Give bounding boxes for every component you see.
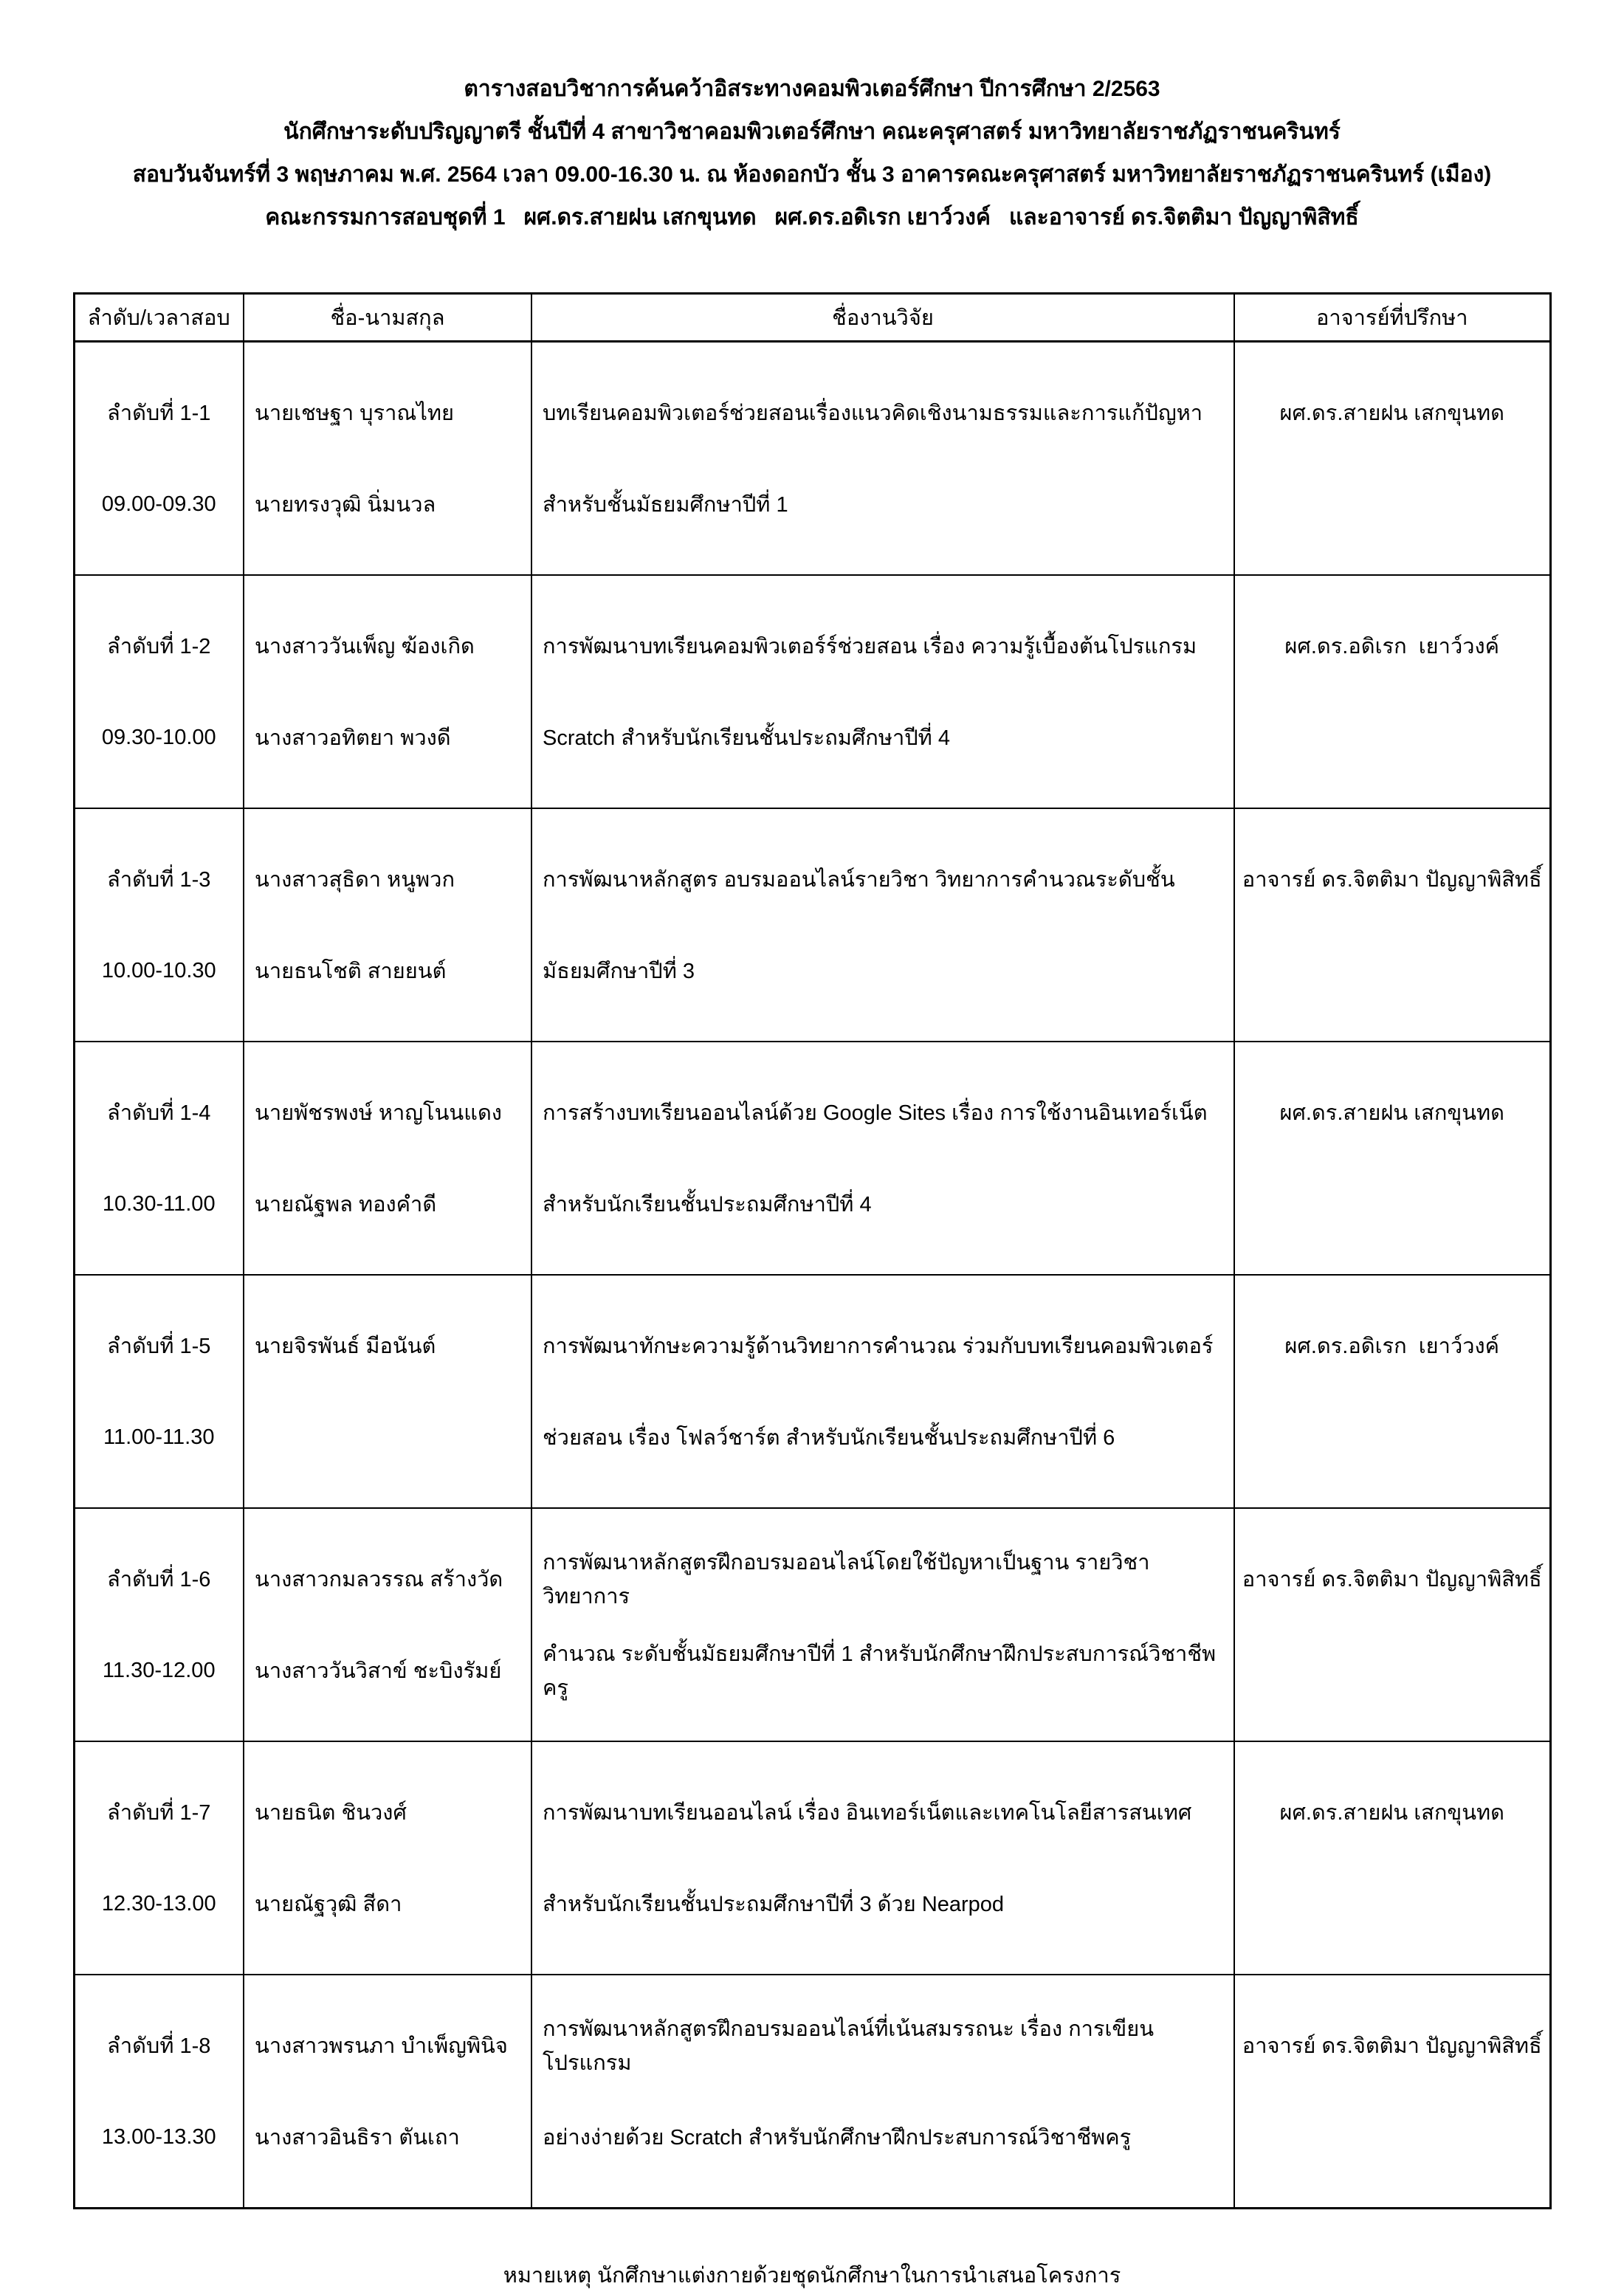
document-subtitle-datetime: สอบวันจันทร์ที่ 3 พฤษภาคม พ.ศ. 2564 เวลา 09.00-16.30 น. ณ ห้องดอกบัว ชั้น 3 อาคารคณะครุศาสตร์ มหาวิทยาลัยราชภัฏราชนครินทร์ (เมือง) xyxy=(132,162,1492,187)
research-title-cell xyxy=(531,1042,1234,1275)
student-name-1: นายธนิต ชินวงศ์ xyxy=(255,1801,407,1825)
student-name-1: นางสาวกมลวรรณ สร้างวัด xyxy=(255,1568,503,1591)
research-title-line-2: สำหรับนักเรียนชั้นประถมศึกษาปีที่ 4 xyxy=(543,1193,872,1216)
order-time-cell xyxy=(74,1975,244,2209)
research-title-line-2: อย่างง่ายด้วย Scratch สำหรับนักศึกษาฝึกประสบการณ์วิชาชีพครู xyxy=(543,2126,1132,2150)
document-title-block xyxy=(0,68,1624,239)
research-title-line-1: การพัฒนาหลักสูตรฝึกอบรมออนไลน์ที่เน้นสมรรถนะ เรื่อง การเขียนโปรแกรม xyxy=(543,2017,1155,2075)
student-name-2 xyxy=(244,1416,531,1459)
research-title-line-2: ช่วยสอน เรื่อง โฟลว์ชาร์ต สำหรับนักเรียนชั้นประถมศึกษาปีที่ 6 xyxy=(543,1426,1115,1450)
student-names-cell xyxy=(244,1275,531,1508)
student-names-cell xyxy=(244,575,531,808)
student-names-cell xyxy=(244,808,531,1042)
research-title-cell xyxy=(531,1975,1234,2209)
research-title-line-2: สำหรับชั้นมัธยมศึกษาปีที่ 1 xyxy=(543,493,788,517)
research-title-line-1: การพัฒนาบทเรียนออนไลน์ เรื่อง อินเทอร์เน็ตและเทคโนโลยีสารสนเทศ xyxy=(543,1801,1192,1825)
research-title-line-2: มัธยมศึกษาปีที่ 3 xyxy=(543,960,695,983)
student-name-2: นายณัฐวุฒิ สีดา xyxy=(255,1893,402,1916)
order-time-cell xyxy=(74,342,244,576)
student-name-2: นายธนโชติ สายยนต์ xyxy=(255,960,447,983)
student-name-2: นายทรงวุฒิ นิ่มนวล xyxy=(255,493,436,517)
order-label: ลำดับที่ 1-3 xyxy=(107,868,211,892)
advisor-name: ผศ.ดร.อดิเรก เยาว์วงค์ xyxy=(1284,1335,1500,1358)
document-title: ตารางสอบวิชาการค้นคว้าอิสระทางคอมพิวเตอร์ศึกษา ปีการศึกษา 2/2563 xyxy=(464,77,1160,101)
student-name-2: นางสาวอทิตยา พวงดี xyxy=(255,726,451,750)
header-row xyxy=(74,294,1550,342)
time-label: 11.30-12.00 xyxy=(102,1658,216,1682)
advisor-cell xyxy=(1234,1508,1550,1741)
column-header-research-title: ชื่องานวิจัย xyxy=(531,294,1234,342)
student-names-cell xyxy=(244,1741,531,1975)
time-label: 10.00-10.30 xyxy=(101,958,216,982)
research-title-cell xyxy=(531,1741,1234,1975)
order-label: ลำดับที่ 1-5 xyxy=(107,1335,211,1358)
exam-table-body xyxy=(74,342,1550,2209)
order-label: ลำดับที่ 1-8 xyxy=(107,2034,211,2058)
table-row xyxy=(74,1508,1550,1741)
research-title-cell xyxy=(531,1275,1234,1508)
order-label: ลำดับที่ 1-7 xyxy=(107,1801,211,1825)
research-title-cell xyxy=(531,575,1234,808)
advisor-cell xyxy=(1234,1275,1550,1508)
research-title-line-2: Scratch สำหรับนักเรียนชั้นประถมศึกษาปีที่ 4 xyxy=(543,726,950,750)
order-label: ลำดับที่ 1-1 xyxy=(107,402,211,425)
student-name-1: นางสาวสุธิดา หนูพวก xyxy=(255,868,455,892)
advisor-cell xyxy=(1234,1741,1550,1975)
time-label: 09.30-10.00 xyxy=(101,725,216,749)
order-time-cell xyxy=(74,1275,244,1508)
student-name-1: นายพัชรพงษ์ หาญโนนแดง xyxy=(255,1101,502,1125)
time-label: 10.30-11.00 xyxy=(102,1191,216,1216)
order-time-cell xyxy=(74,1741,244,1975)
advisor-name: ผศ.ดร.สายฝน เสกขุนทด xyxy=(1279,1101,1505,1125)
research-title-cell xyxy=(531,808,1234,1042)
advisor-cell xyxy=(1234,575,1550,808)
advisor-cell xyxy=(1234,1975,1550,2209)
student-names-cell xyxy=(244,342,531,576)
student-names-cell xyxy=(244,1042,531,1275)
time-label: 13.00-13.30 xyxy=(101,2124,216,2149)
research-title-line-2: คำนวณ ระดับชั้นมัธยมศึกษาปีที่ 1 สำหรับนักศึกษาฝึกประสบการณ์วิชาชีพครู xyxy=(543,1642,1217,1700)
advisor-name: อาจารย์ ดร.จิตติมา ปัญญาพิสิทธิ์ xyxy=(1242,1568,1542,1591)
table-row xyxy=(74,1975,1550,2209)
advisor-cell xyxy=(1234,1042,1550,1275)
order-label: ลำดับที่ 1-4 xyxy=(107,1101,211,1125)
column-header-order-time: ลำดับ/เวลาสอบ xyxy=(74,294,244,342)
research-title-line-1: การพัฒนาบทเรียนคอมพิวเตอร์ร์ช่วยสอน เรื่อง ความรู้เบื้องต้นโปรแกรม xyxy=(543,635,1197,658)
table-row xyxy=(74,1275,1550,1508)
time-label: 09.00-09.30 xyxy=(101,492,216,516)
advisor-name: ผศ.ดร.อดิเรก เยาว์วงค์ xyxy=(1284,635,1500,658)
order-time-cell xyxy=(74,1508,244,1741)
research-title-line-2: สำหรับนักเรียนชั้นประถมศึกษาปีที่ 3 ด้วย Nearpod xyxy=(543,1893,1005,1916)
research-title-cell xyxy=(531,1508,1234,1741)
document-subtitle-committee: คณะกรรมการสอบชุดที่ 1 ผศ.ดร.สายฝน เสกขุนทด ผศ.ดร.อดิเรก เยาว์วงค์ และอาจารย์ ดร.จิตติมา ปัญญาพิสิทธิ์ xyxy=(265,205,1359,230)
table-row xyxy=(74,342,1550,576)
footer-note: หมายเหตุ นักศึกษาแต่งกายด้วยชุดนักศึกษาในการนำเสนอโครงการ xyxy=(503,2264,1121,2288)
advisor-name: ผศ.ดร.สายฝน เสกขุนทด xyxy=(1279,1801,1505,1825)
student-name-2: นายณัฐพล ทองคำดี xyxy=(255,1193,437,1216)
research-title-line-1: การพัฒนาหลักสูตรฝึกอบรมออนไลน์โดยใช้ปัญหาเป็นฐาน รายวิชาวิทยาการ xyxy=(543,1551,1150,1608)
advisor-cell xyxy=(1234,808,1550,1042)
exam-schedule-table xyxy=(73,292,1552,2209)
advisor-name: อาจารย์ ดร.จิตติมา ปัญญาพิสิทธิ์ xyxy=(1242,2034,1542,2058)
student-name-1: นางสาววันเพ็ญ ฆ้องเกิด xyxy=(255,635,475,658)
research-title-line-1: บทเรียนคอมพิวเตอร์ช่วยสอนเรื่องแนวคิดเชิงนามธรรมและการแก้ปัญหา xyxy=(543,402,1203,425)
order-label: ลำดับที่ 1-2 xyxy=(107,635,211,658)
student-name-1: นางสาวพรนภา บำเพ็ญพินิจ xyxy=(255,2034,508,2058)
table-row xyxy=(74,1042,1550,1275)
research-title-line-1: การสร้างบทเรียนออนไลน์ด้วย Google Sites เรื่อง การใช้งานอินเทอร์เน็ต xyxy=(543,1101,1208,1125)
order-time-cell xyxy=(74,1042,244,1275)
research-title-cell xyxy=(531,342,1234,576)
order-time-cell xyxy=(74,575,244,808)
student-name-1: นายจิรพันธ์ มีอนันต์ xyxy=(255,1335,436,1358)
research-title-line-1: การพัฒนาหลักสูตร อบรมออนไลน์รายวิชา วิทยาการคำนวณระดับชั้น xyxy=(543,868,1175,892)
advisor-cell xyxy=(1234,342,1550,576)
student-names-cell xyxy=(244,1975,531,2209)
research-title-line-1: การพัฒนาทักษะความรู้ด้านวิทยาการคำนวณ ร่วมกับบทเรียนคอมพิวเตอร์ xyxy=(543,1335,1214,1358)
time-label: 12.30-13.00 xyxy=(101,1891,216,1916)
student-names-cell xyxy=(244,1508,531,1741)
student-name-2: นางสาวอินธิรา ตันเถา xyxy=(255,2126,460,2150)
order-label: ลำดับที่ 1-6 xyxy=(107,1568,211,1591)
column-header-name: ชื่อ-นามสกุล xyxy=(244,294,531,342)
column-header-advisor: อาจารย์ที่ปรึกษา xyxy=(1234,294,1550,342)
order-time-cell xyxy=(74,808,244,1042)
document-subtitle-students: นักศึกษาระดับปริญญาตรี ชั้นปีที่ 4 สาขาวิชาคอมพิวเตอร์ศึกษา คณะครุศาสตร์ มหาวิทยาลัยราชภัฏราชนครินทร์ xyxy=(283,120,1341,144)
advisor-name: อาจารย์ ดร.จิตติมา ปัญญาพิสิทธิ์ xyxy=(1242,868,1542,892)
table-row xyxy=(74,808,1550,1042)
table-row xyxy=(74,575,1550,808)
table-row xyxy=(74,1741,1550,1975)
student-name-2: นางสาววันวิสาข์ ชะบิงรัมย์ xyxy=(255,1659,502,1683)
student-name-1: นายเชษฐา บุราณไทย xyxy=(255,402,455,425)
exam-table-header xyxy=(74,294,1550,342)
time-label: 11.00-11.30 xyxy=(103,1425,215,1449)
advisor-name: ผศ.ดร.สายฝน เสกขุนทด xyxy=(1279,402,1505,425)
